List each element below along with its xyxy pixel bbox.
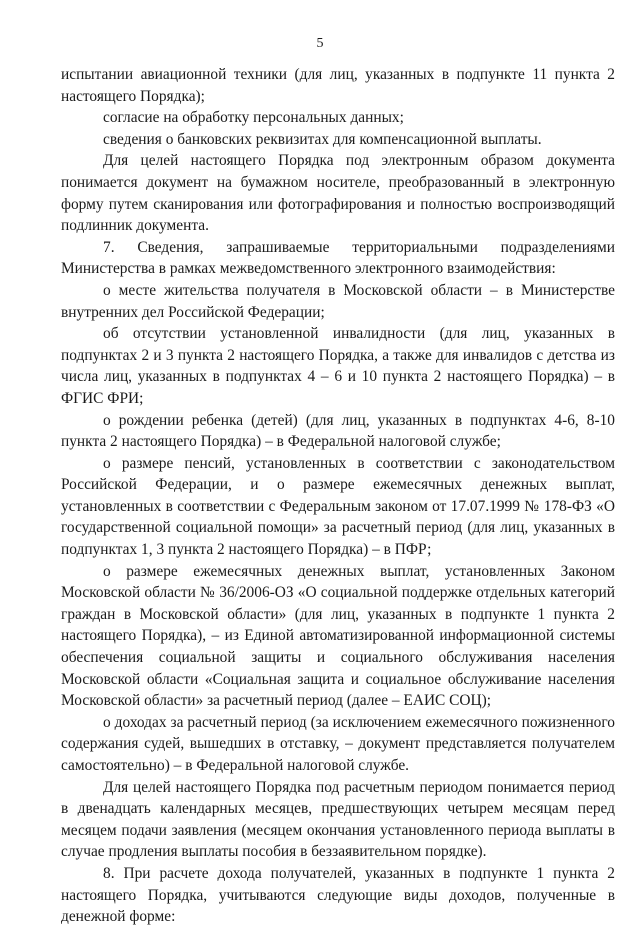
page-number: 5 (316, 36, 324, 51)
paragraph: о размере ежемесячных денежных выплат, установленных Законом Московской области № 36/2006-ОЗ «О социальной поддержке отдельных категорий граждан в Московской области» (для лиц, указанных в подпункте 1 пункта 2 настоящего Порядка), – из Единой автоматизированной информационной системы обеспечения социальной защиты и социального обслуживания населения Московской области «Социальная защита и социальное обслуживание населения Московской области» за расчетный период (далее – ЕАИС СОЦ); (61, 562, 615, 710)
document-body (61, 64, 615, 928)
paragraph: об отсутствии установленной инвалидности (для лиц, указанных в подпунктах 2 и 3 пункта 2 настоящего Порядка, а также для инвалидов с детства из числа лиц, указанных в подпунктах 4 – 6 и 10 пункта 2 настоящего Порядка) – в ФГИС ФРИ; (61, 325, 615, 407)
paragraph: Для целей настоящего Порядка под электронным образом документа понимается документ на бумажном носителе, преобразованный в электронную форму путем сканирования или фотографирования и полностью воспроизводящий подлинник документа. (61, 152, 615, 235)
paragraph: согласие на обработку персональных данных; (103, 109, 404, 127)
paragraph: о размере пенсий, установленных в соответствии с законодательством Российской Федерации, и о размере ежемесячных денежных выплат, установленных в соответствии с Федеральным законом от 17.07.1999 № 178-ФЗ «О государственной социальной помощи» за расчетный период (для лиц, указанных в подпунктах 1, 3 пункта 2 настоящего Порядка) – в ПФР; (61, 454, 615, 559)
paragraph: 7. Сведения, запрашиваемые территориальными подразделениями Министерства в рамках межведомственного электронного взаимодействия: (61, 238, 615, 278)
paragraph: сведения о банковских реквизитах для компенсационной выплаты. (103, 130, 542, 148)
paragraph: испытании авиационной техники (для лиц, указанных в подпункте 11 пункта 2 настоящего Порядка); (61, 66, 615, 105)
paragraph: о рождении ребенка (детей) (для лиц, указанных в подпунктах 4-6, 8-10 пункта 2 настоящего Порядка) – в Федеральной налоговой службе; (61, 411, 615, 451)
paragraph: о месте жительства получателя в Московской области – в Министерстве внутренних дел Российской Федерации; (61, 281, 615, 321)
paragraph: о доходах за расчетный период (за исключением ежемесячного пожизненного содержания судей, вышедших в отставку, – документ представляется получателем самостоятельно) – в Федеральной налоговой службе. (61, 713, 615, 774)
paragraph: Для целей настоящего Порядка под расчетным периодом понимается период в двенадцать календарных месяцев, предшествующих четырем месяцам перед месяцем подачи заявления (месяцем окончания установленного периода выплаты в случае продления выплаты пособия в беззаявительном порядке). (61, 778, 615, 861)
paragraph: 8. При расчете дохода получателей, указанных в подпункте 1 пункта 2 настоящего Порядка, учитываются следующие виды доходов, полученные в денежной форме: (61, 864, 615, 926)
